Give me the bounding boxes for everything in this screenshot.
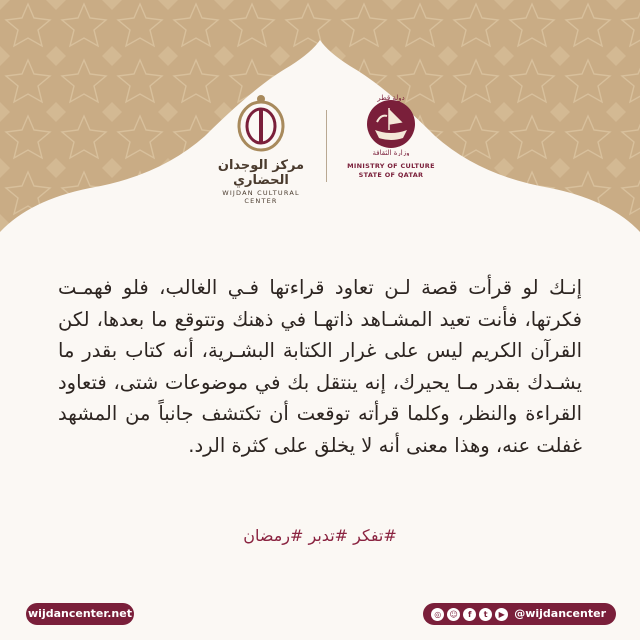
social-handle-badge[interactable] bbox=[423, 603, 616, 625]
wijdan-emblem-icon bbox=[233, 92, 289, 154]
instagram-icon[interactable]: ◎ bbox=[431, 608, 444, 621]
ministry-name-english: MINISTRY OF CULTURE bbox=[347, 162, 435, 170]
hashtags[interactable]: #تفكر #تدبر #رمضان bbox=[243, 526, 397, 545]
ministry-emblem-icon bbox=[359, 92, 423, 156]
twitter-icon[interactable]: t bbox=[479, 608, 492, 621]
logo-bar bbox=[0, 92, 640, 205]
wijdan-name-arabic: مركز الوجدان الحضاري bbox=[217, 158, 305, 188]
website-link[interactable]: wijdancenter.net bbox=[26, 603, 134, 625]
snapchat-icon[interactable]: ☺ bbox=[447, 608, 460, 621]
ministry-arabic-bottom: وزارة الثقافة bbox=[372, 149, 410, 156]
facebook-icon[interactable]: f bbox=[463, 608, 476, 621]
wijdan-logo bbox=[206, 92, 316, 205]
ministry-country-english: STATE OF QATAR bbox=[358, 171, 424, 179]
ministry-logo bbox=[336, 92, 446, 179]
wijdan-name-english: WIJDAN CULTURAL CENTER bbox=[222, 189, 300, 205]
social-handle: @wijdancenter bbox=[514, 607, 606, 620]
ministry-arabic-top: دولة قطر bbox=[377, 94, 405, 102]
youtube-icon[interactable]: ▶ bbox=[495, 608, 508, 621]
logo-divider bbox=[326, 110, 327, 182]
quote-text: إنـك لو قرأت قصة لـن تعاود قراءتها فـي الغالب، فلو فهمـت فكرتها، فأنت تعيد المشـاهد ذاتهـا في ذهنك وتتوقع ما بعدها، لكن القرآن الكريم ليس على غرار الكتابة البشـرية، أنه كتاب بقدر ما يشـدك بقدر مـا يحيرك، إنه ينتقل بك في موضوعات شتى، فتعاود القراءة والنظر، وكلما قرأته توقعت أن تكتشف جانباً من المشهد غفلت عنه، وهذا معنى أنه لا يخلق على كثرة الرد. bbox=[58, 276, 582, 457]
